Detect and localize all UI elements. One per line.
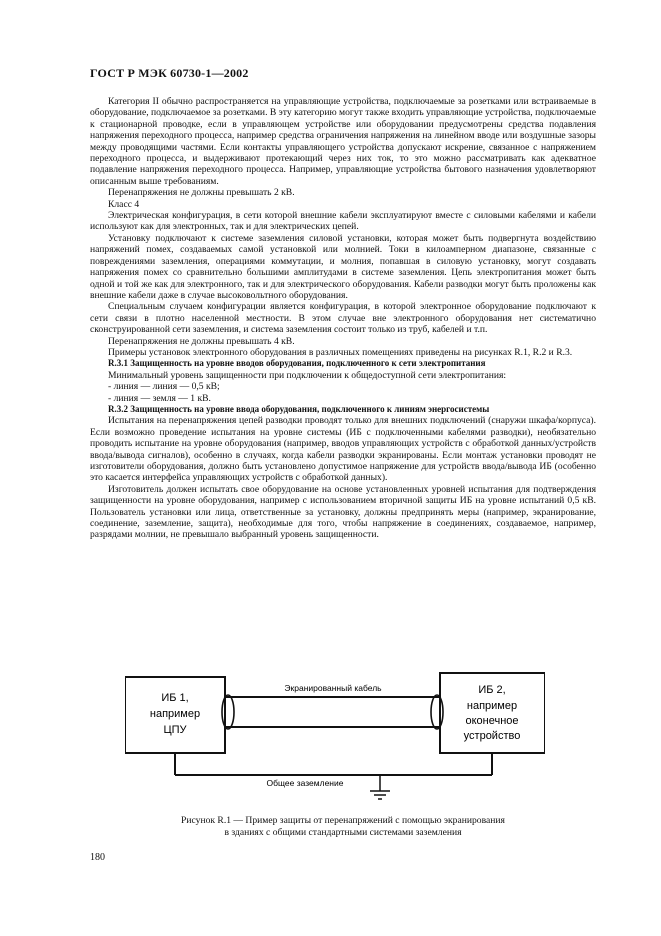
- document-header: ГОСТ Р МЭК 60730-1—2002: [90, 66, 249, 80]
- paragraph: Испытания на перенапряжения цепей разводки проводят только для внешних подключений (снаружи шкафа/корпуса). Если возможно проведение испытания на уровне системы (ИБ с подключенными кабелями разводки), необязательно проводить испытание на уровне оборудования (например, вводов управляющих устройств с обработкой данных/устройств ввода/вывода сигналов), особенно в случаях, когда кабели разводки экранированы. Если монтаж установки проводят не изготовители оборудования, должно быть установлено допустимое напряжение для устройств ввода/вывода ИБ (особенно это касается интерфейса управляющих устройств с обработкой данных).: [90, 415, 596, 484]
- left-shield-ellipse: [222, 695, 234, 729]
- paragraph: Минимальный уровень защищенности при подключении к общедоступной сети электропитания:: [108, 369, 507, 381]
- body-text: [90, 96, 596, 541]
- caption-line-2: в зданиях с общими стандартными системами заземления: [224, 827, 462, 838]
- paragraph: Категория II обычно распространяется на управляющие устройства, подключаемые за розетками или встраиваемые в оборудование, подключаемое за розетками. В эту категорию могут также входить управляющие устройства, подключаемые к стационарной проводке, если в управляющем устройстве или оборудовании предусмотрены средства подавления напряжения переходного процесса, например средства ограничения напряжения на линейном вводе или воздушные зазоры между проводящими частями. Если контакты управляющего устройства допускают искрение, связанное с напряжением переходного процесса, и выдерживают протекающий через них ток, то это можно рассматривать как адекватное подавление напряжения переходного процесса. Например, управляющие устройства бытового назначения удовлетворяют описанным выше требованиям.: [90, 96, 596, 187]
- caption-line-1: Рисунок R.1 — Пример защиты от перенапряжений с помощью экранирования: [181, 815, 505, 826]
- paragraph: Класс 4: [108, 198, 140, 210]
- ground-label: Общее заземление: [266, 778, 344, 788]
- paragraph: R.3.2 Защищенность на уровне ввода оборудования, подключенного к линиям энергосистемы: [108, 403, 490, 414]
- paragraph: Перенапряжения не должны превышать 2 кВ.: [108, 187, 295, 199]
- ib1-label-2: например: [149, 708, 201, 720]
- figure-r1-diagram: [125, 667, 545, 807]
- right-shield-ellipse: [431, 695, 443, 729]
- ib2-label-2: например: [466, 700, 518, 712]
- figure-caption: [90, 815, 596, 839]
- ib1-label-1: ИБ 1,: [161, 692, 189, 704]
- paragraph: Специальным случаем конфигурации является конфигурация, в которой электронное оборудование подключают к сети связи в плотно населенной местности. В этом случае вне электронного оборудования нет систематично сконструированной сети заземления, и система заземления состоит только из труб, кабелей и т.п.: [90, 301, 596, 336]
- ib1-label-3: ЦПУ: [163, 724, 187, 736]
- paragraph: Электрическая конфигурация, в сети которой внешние кабели эксплуатируют вместе с силовыми кабелями и кабели используют как для электронных, так и для электрических цепей.: [90, 210, 596, 233]
- paragraph: Перенапряжения не должны превышать 4 кВ.: [108, 335, 295, 347]
- paragraph: Установку подключают к системе заземления силовой установки, которая может быть подвергнута воздействию напряжений помех, создаваемых самой установкой или молнией. Токи в килоамперном диапазоне, связанные с повреждениями заземления, операциями коммутации, и молния, попавшая в силовую установку, могут создавать напряжения помех со сравнительно большими амплитудами в системе заземления. Цепь электропитания может быть одной и той же как для электронного, так и для электрического оборудования. Кабели разводки могут быть проложены как внешние кабели даже в случае высоковольтного оборудования.: [90, 232, 596, 301]
- page-number: 180: [90, 852, 105, 863]
- paragraph: R.3.1 Защищенность на уровне вводов оборудования, подключенного к сети электропитания: [108, 358, 486, 369]
- cable-label: Экранированный кабель: [284, 683, 382, 693]
- paragraph: Примеры установок электронного оборудования в различных помещениях приведены на рисунках R.1, R.2 и R.3.: [108, 346, 573, 358]
- paragraph: Изготовитель должен испытать свое оборудование на основе установленных уровней испытания для подтверждения защищенности на уровне оборудования, например с использованием вторичной защиты ИБ на уровне испытаний 0,5 кВ. Пользователь установки или лица, ответственные за установку, должны предпринять меры (например, экранирование, соединение, заземление, защита), необходимые для того, чтобы напряжение в соединениях, создаваемое, например, разрядами молнии, не превышало выбранный уровень защищенности.: [90, 483, 596, 541]
- paragraph: - линия — линия — 0,5 кВ;: [108, 381, 220, 393]
- ib2-label-1: ИБ 2,: [478, 684, 506, 696]
- ib2-label-3: оконечное: [465, 715, 519, 727]
- ib2-label-4: устройство: [463, 730, 521, 742]
- paragraph: - линия — земля — 1 кВ.: [108, 392, 211, 404]
